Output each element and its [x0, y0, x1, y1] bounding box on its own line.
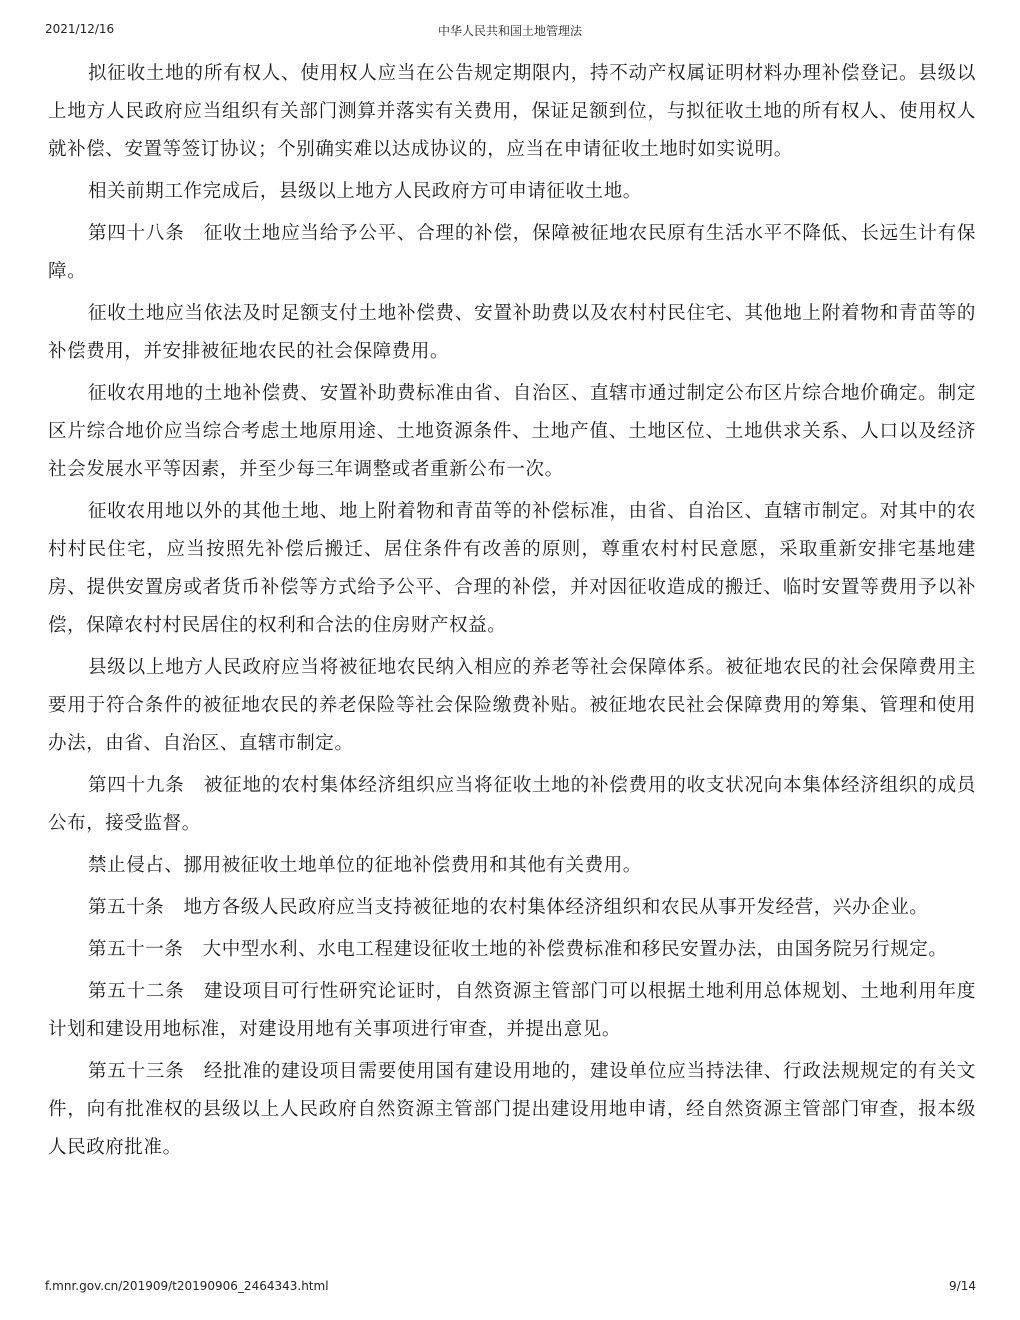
source-url: f.mnr.gov.cn/201909/t20190906_2464343.html: [45, 1279, 329, 1293]
paragraph: 县级以上地方人民政府应当将被征地农民纳入相应的养老等社会保障体系。被征地农民的社会保障费用主要用于符合条件的被征地农民的养老保险等社会保险缴费补贴。被征地农民社会保障费用的筹集、管理和使用办法，由省、自治区、直辖市制定。: [48, 657, 976, 754]
document-body: [48, 55, 976, 1171]
page-number: 9/14: [949, 1279, 976, 1293]
paragraph: 征收农用地以外的其他土地、地上附着物和青苗等的补偿标准，由省、自治区、直辖市制定。对其中的农村村民住宅，应当按照先补偿后搬迁、居住条件有改善的原则，尊重农村村民意愿，采取重新安排宅基地建房、提供安置房或者货币补偿等方式给予公平、合理的补偿，并对因征收造成的搬迁、临时安置等费用予以补偿，保障农村村民居住的权利和合法的住房财产权益。: [48, 501, 976, 636]
article-49: 第四十九条 被征地的农村集体经济组织应当将征收土地的补偿费用的收支状况向本集体经济组织的成员公布，接受监督。: [48, 775, 976, 834]
paragraph: 征收农用地的土地补偿费、安置补助费标准由省、自治区、直辖市通过制定公布区片综合地价确定。制定区片综合地价应当综合考虑土地原用途、土地资源条件、土地产值、土地区位、土地供求关系、人口以及经济社会发展水平等因素，并至少每三年调整或者重新公布一次。: [48, 383, 976, 480]
paragraph: 禁止侵占、挪用被征收土地单位的征地补偿费用和其他有关费用。: [88, 855, 642, 876]
document-title: 中华人民共和国土地管理法: [437, 24, 582, 38]
paragraph: 拟征收土地的所有权人、使用权人应当在公告规定期限内，持不动产权属证明材料办理补偿登记。县级以上地方人民政府应当组织有关部门测算并落实有关费用，保证足额到位，与拟征收土地的所有权人、使用权人就补偿、安置等签订协议；个别确实难以达成协议的，应当在申请征收土地时如实说明。: [48, 63, 976, 160]
paragraph: 征收土地应当依法及时足额支付土地补偿费、安置补助费以及农村村民住宅、其他地上附着物和青苗等的补偿费用，并安排被征地农民的社会保障费用。: [48, 303, 976, 362]
article-53: 第五十三条 经批准的建设项目需要使用国有建设用地的，建设单位应当持法律、行政法规规定的有关文件，向有批准权的县级以上人民政府自然资源主管部门提出建设用地申请，经自然资源主管部门审查，报本级人民政府批准。: [48, 1061, 976, 1158]
article-52: 第五十二条 建设项目可行性研究论证时，自然资源主管部门可以根据土地利用总体规划、土地利用年度计划和建设用地标准，对建设用地有关事项进行审查，并提出意见。: [48, 981, 976, 1040]
article-51: 第五十一条 大中型水利、水电工程建设征收土地的补偿费标准和移民安置办法，由国务院另行规定。: [88, 939, 948, 960]
article-48: 第四十八条 征收土地应当给予公平、合理的补偿，保障被征地农民原有生活水平不降低、长远生计有保障。: [48, 223, 976, 282]
print-date: 2021/12/16: [45, 22, 115, 36]
paragraph: 相关前期工作完成后，县级以上地方人民政府方可申请征收土地。: [88, 181, 642, 202]
article-50: 第五十条 地方各级人民政府应当支持被征地的农村集体经济组织和农民从事开发经营，兴办企业。: [88, 897, 929, 918]
